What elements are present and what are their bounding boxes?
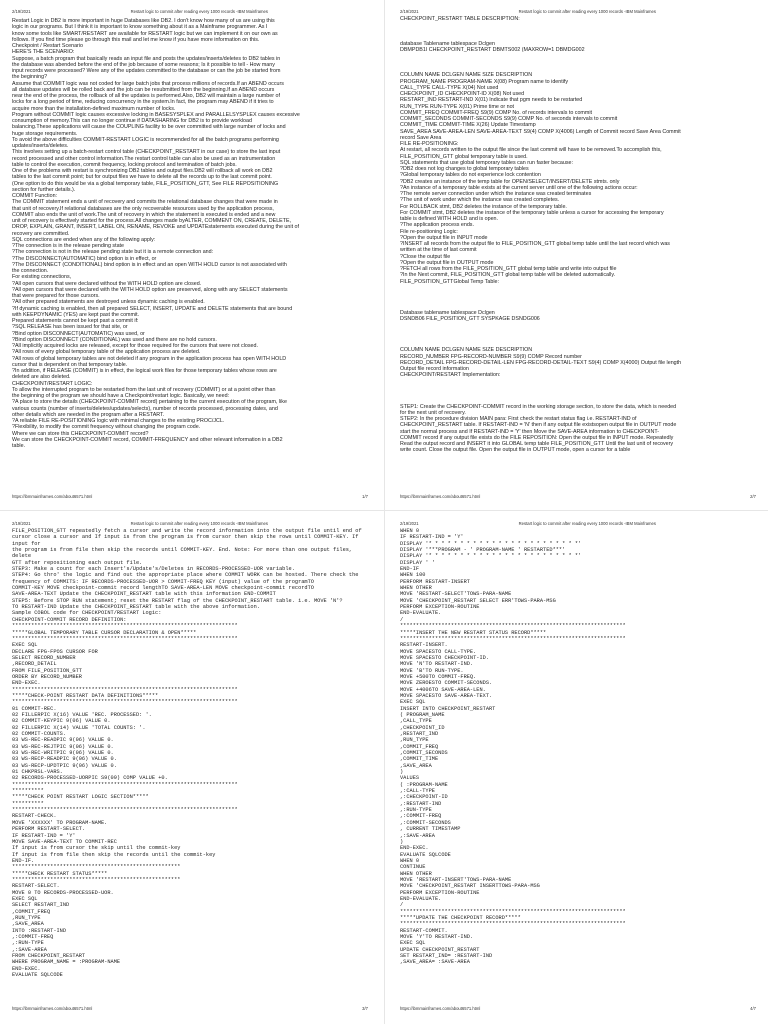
- header-title: Restart logic to commit after reading every 1000 records -IBM Mainframes: [518, 521, 656, 526]
- page-body: WHEN 0 IF RESTART-IND = 'Y' DISPLAY '* * * * * * * * * * * * * * * * * * * * * * * *' DISPLAY '***PROGRAM - ' PROGRAM-NAME ' RESTARTED***' DISPLAY '* * * * * * * * * * * * * * * * * * * * * * * *' DISPLAY ' ' END-IF WHEN 100 PERFORM RESTART-INSERT WHEN OTHER MOVE 'RESTART-SELECT'TOWS-PARA-NAME MOVE 'CHECKPOINT_RESTART SELECT ERR'TOWS-PARA-MSG PERFORM EXCEPTION-ROUTINE END-EVALUATE. / *********************************************************************** *****INSERT THE NEW RESTART STATUS RECORD***** *********************************************************************** RESTART-INSERT. MOVE SPACESTO CALL-TYPE. MOVE SPACESTO CHECKPOINT-ID. MOVE 'N'TO RESTART-IND. MOVE 'B'TO RUN-TYPE. MOVE +500TO COMMIT-FREQ. MOVE ZEROESTO COMMIT-SECONDS. MOVE +4006TO SAVE-AREA-LEN. MOVE SPACESTO SAVE-AREA-TEXT. EXEC SQL INSERT INTO CHECKPOINT_RESTART ( PROGRAM_NAME ,CALL_TYPE ,CHECKPOINT_ID ,RESTART_IND ,RUN_TYPE ,COMMIT_FREQ ,COMMIT_SECONDS ,COMMIT_TIME ,SAVE_AREA ) VALUES ( :PROGRAM-NAME ,:CALL-TYPE ,:CHECKPOINT-ID ,:RESTART-IND ,:RUN-TYPE ,:COMMIT-FREQ ,:COMMIT-SECONDS , CURRENT TIMESTAMP ,:SAVE-AREA ) END-EXEC. EVALUATE SQLCODE WHEN 0 CONTINUE WHEN OTHER MOVE 'RESTART-INSERT'TOWS-PARA-NAME MOVE 'CHECKPOINT_RESTART INSERTTOWS-PARA-MSG PERFORM EXCEPTION-ROUTINE END-EVALUATE. / *********************************************************************** *****UPDATE THE CHECKPOINT RECORD***** *********************************************************************** RESTART-COMMIT. MOVE 'Y'TO RESTART-IND. EXEC SQL UPDATE CHECKPOINT_RESTART SET RESTART_IND= :RESTART-IND ,SAVE_AREA= :SAVE-AREA: [400, 528, 626, 966]
- page-divider-vertical: [384, 0, 385, 1024]
- page-divider-horizontal: [0, 510, 768, 511]
- footer-url: https://ibmmainframes.com/about6571.html: [400, 494, 481, 499]
- header-date: 2/19/2021: [400, 521, 419, 526]
- header-title: Restart logic to commit after reading every 1000 records -IBM Mainframes: [130, 9, 268, 14]
- footer-url: https://ibmmainframes.com/about6571.html: [12, 494, 93, 499]
- page-footer: [12, 1005, 368, 1013]
- page-3: [2, 516, 378, 1016]
- header-title: Restart logic to commit after reading every 1000 records -IBM Mainframes: [518, 9, 656, 14]
- footer-url: https://ibmmainframes.com/about6571.html: [12, 1006, 93, 1011]
- footer-page-number: 1/7: [362, 494, 368, 499]
- page-body: FILE_POSITION_GTT repeatedly fetch a cursor and write the record information into the output file until end of cursor close a cursor and If input is from the program is from cursor then skip the rows until COMMIT-KEY. If input for the program is from file then skip the records until COMMIT-KEY. End. Note: For more than one output files, delete GTT after repositioning each output file. STEP3: Make a count for each Insert's/Update's/Deletes in RECORDS-PROCESSED-UOR variable. STEP4: Go thro' the logic and find out the appropriate place where COMMIT WORK can be hosted. There check the frequency of COMMITS: IF RECORDS-PROCESSED-UOR > COMMIT-FREQ KEY (input) value of the programTO COMMIT-KEY MOVE checkpoint-commit record lengthTO SAVE-AREA-LEN MOVE checkpoint-commit recordTO SAVE-AREA-TEXT Update the CHECKPOINT_RESTART table with this information END-COMMIT STEP5: Before STOP RUN statement; reset the RESTART flag of the CHECKPOINT_RESTART table. i.e. MOVE 'N'? TO RESTART-IND Update the CHECKPOINT_RESTART table with the above information. Sample COBOL code for CHECKPOINT/RESTART Logic: CHECKPOINT-COMMIT RECORD DEFINITION: *********************************************************************** *****GLOBAL TEMPORARY TABLE CURSOR DECLARATION & OPEN***** *********************************************************************** EXEC SQL DECLARE FPG-FPOS CURSOR FOR SELECT RECORD_NUMBER ,RECORD_DETAIL FROM FILE_POSITION_GTT ORDER BY RECORD_NUMBER END-EXEC. *********************************************************************** *****CHECK-POINT RESTART DATA DEFINITIONS***** *********************************************************************** 01 COMMIT-REC. 02 FILLERPIC X(16) VALUE 'REC. PROCESSED: '. 02 COMMIT-KEYPIC 9(06) VALUE 0. 02 FILLERPIC X(14) VALUE 'TOTAL COUNTS: '. 02 COMMIT-COUNTS. 03 WS-REC-READPIC 9(06) VALUE 0. 03 WS-REC-REJTPIC 9(06) VALUE 0. 03 WS-REC-WRITPIC 9(06) VALUE 0. 03 WS-RECP-READPIC 9(06) VALUE 0. 03 WS-RECP-UPDTPIC 9(06) VALUE 0. 01 CHKPRSL-VARS. 02 RECORDS-PROCESSED-UORPIC S9(09) COMP VALUE +0. *********************************************************************** ********** *****CHECK POINT RESTART LOGIC SECTION***** ********** *********************************************************************** RESTART-CHECK. MOVE 'XXXXXX' TO PROGRAM-NAME. PERFORM RESTART-SELECT. IF RESTART-IND = 'Y' MOVE SAVE-AREA-TEXT TO COMMIT-REC If input is from cursor the skip until the commit-key If input is from file then skip the records until the commit-key END-IF. ***************************************************** *****CHECK RESTART STATUS***** ***************************************************** RESTART-SELECT. MOVE 0 TO RECORDS-PROCESSED-UOR. EXEC SQL SELECT RESTART_IND ,COMMIT_FREQ ,RUN_TYPE ,SAVE_AREA INTO :RESTART-IND ,:COMMIT-FREQ ,:RUN-TYPE ,:SAVE-AREA FROM CHECKPOINT_RESTART WHERE PROGRAM_NAME = :PROGRAM-NAME END-EXEC. EVALUATE SQLCODE: [12, 528, 362, 979]
- page-footer: [400, 493, 756, 501]
- page-2: [390, 4, 766, 504]
- page-body: Restart Logic in DB2 is more important in huge Databases like DB2. I don't know how many of us are using this logic in our programs. But I think it is important to know something about it as a Mainframe programmer. As I know some tools like SMART/RESTART are available for RESTART logic but we can implement it on our own as follows. If you find time please go through this mail and let me know if you have more information on this. Checkpoint / Restart Scenario HERE'S THE SCENARIO: Suppose, a batch program that basically reads an input file and posts the updates/inserts/deletes to DB2 tables in the database was abended before the end of the job because of some reasons; Is it possible to tell - How many input records were processed? Were any of the updates committed to the database or can the job be started from the beginning? Assume that COMMIT logic was not coded for large batch jobs that process millions of records.If an ABEND occurs all database updates will be rolled back and the job can be resubmitted from the beginning.If an ABEND occurs near the end of the process, the rollback of all the updates is performed.Also, DB2 will maintain a large number of locks for a long period of time, reducing concurrency in the system.In fact, the program may ABEND if it tries to acquire more than the installation-defined maximum number of locks. Program without COMMIT logic causes excessive locking in BASESYSPLEX and PARALLELSYSPLEX causes excessive consumption of memory.This can no longer continue if DATASHARING for DB2 is to provide workload balancing.These applications will cause the COUPLING facility to be over committed with large number of locks and huge storage requirements. To avoid the above difficulties COMMIT-RESTART LOGIC is recommended for all the batch programs performing updates/inserts/deletes. This involves setting up a batch-restart control table (CHECKPOINT_RESTART in our case) to store the last input record processed and other control information.The restart control table can also be used as an instrumentation table to control the execution, commit frequency, locking protocol and termination of batch jobs. One of the problems with restart is synchronizing DB2 tables and output files.DB2 will rollback all work on DB2 tables to the last commit point; but for output files we have to delete all the records up to the last commit point. (One option to do this would be via a global temporary table, FILE_POSITION_GTT, See FILE REPOSITIONING section for further details.). COMMIT Function: The COMMIT statement ends a unit of recovery and commits the relational database changes that were made in that unit of recovery.If relational databases are the only recoverable resources used by the application process, COMMIT also ends the unit of work.The unit of recovery in which the statement is executed is ended and a new unit of recovery is effectively started for the process.All changes made byALTER, COMMENT ON, CREATE, DELETE, DROP, EXPLAIN, GRANT, INSERT, LABEL ON, RENAME, REVOKE and UPDATEstatements executed during the unit of recovery are committed. SQL connections are ended when any of the following apply: ?The connection is in the release pending state ?The connection is not in the release pending state but it is a remote connection and: ?The DISCONNECT(AUTOMATIC) bind option is in effect, or ?The DISCONNECT (CONDITIONAL) bind option is in effect and an open WITH HOLD cursor is not associated with the connection. For existing connections, ?All open cursors that were declared without the WITH HOLD option are closed. ?All open cursors that were declared with the WITH HOLD option are preserved, along with any SELECT statements that were prepared for those cursors. ?All other prepared statements are destroyed unless dynamic caching is enabled. ?If dynamic caching is enabled, then all prepared SELECT, INSERT, UPDATE and DELETE statements that are bound with KEEPDYNAMIC (YES) are kept past the commit. Prepared statements cannot be kept past a commit if: ?SQL RELEASE has been issued for that site, or ?Bind option DISCONNECT(AUTOMATIC) was used, or ?Bind option DISCONNECT (CONDITIONAL) was used and there are no hold cursors. ?All implicitly acquired locks are released, except for those required for the cursors that were not closed. ?All rows of every global temporary table of the application process are deleted. ?All rows of global temporary tables are not deleted if any program in the application process has open WITH HOLD cursor that is dependent on that temporary table. ?In addition, if RELEASE (COMMIT) is in effect, the logical work files for those temporary tables whose rows are deleted are also deleted. CHECKPOINT/RESTART LOGIC: To allow the interrupted program to be restarted from the last unit of recovery (COMMIT) or at a point other than the beginning of the program we should have a Checkpoint/restart logic. Basically, we need: ?A place to store the details (CHECKPOINT-COMMIT record) pertaining to the current execution of the program, like various counts (number of inserts/deletes/updates/selects), number of records processed, processing dates, and other details which are needed in the program after a RESTART. ?A reliable FILE RE-POSITIONING logic with minimal changes to the existing PROC/JCL. ?Flexibility, to modify the commit frequency without changing the program code. Where we can store this CHECKPOINT-COMMIT record? We can store the CHECKPOINT-COMMIT record, COMMIT-FREQUENCY and other relevant information in a DB2 table.: [12, 18, 300, 449]
- footer-page-number: 2/7: [750, 494, 756, 499]
- page-body: CHECKPOINT_RESTART TABLE DESCRIPTION: database Tablename tablespace Dclgen DBMPDB1I CHECKPOINT_RESTART DBMTS002 (MAXROW=1 DBMDG002 COLUMN NAME DCLGEN NAME SIZE DESCRIPTION PROGRAM_NAME PROGRAM-NAME X(08) Program name to identify CALL_TYPE CALL-TYPE X(04) Not used CHECKPOINT_ID CHECKPOINT-ID X(08) Not used RESTART_IND RESTART-IND X(01) Indicate that pgm needs to be restarted RUN_TYPE RUN-TYPE X(01) Prime time or not COMMIT_FREQ COMMIT-FREQ S9(9) COMP No. of records intervals to commit COMMIT_SECONDS COMMIT-SECONDS S9(9) COMP No. of seconds intervals to commit COMMIT_TIME COMMIT-TIME X(26) Update Timestamp SAVE_AREA SAVE-AREA-LEN SAVE-AREA-TEXT S9(4) COMP X(4006) Length of Commit record Save Area Commit record Save Area FILE RE-POSITIONING: At restart, all records written to the output file since the last commit will have to be removed.To accomplish this, FILE_POSITION_GTT global temporary table is used. SQL statements that use global temporary tables can run faster because: ?DB2 does not log changes to global temporary tables ?Global temporary tables do not experience lock contention ?DB2 creates an instance of the temp table for OPEN/SELECT/INSERT/DELETE stmts. only ?An instance of a temporary table exists at the current server until one of the following actions occur: ?The remote server connection under which the instance was created terminates ?The unit of work under which the instance was created completes. For ROLLBACK stmt, DB2 deletes the instance of the temporary table. For COMMIT stmt, DB2 deletes the instance of the temporary table unless a cursor for accessing the temporary table is defined WITH HOLD and is open. ?The application process ends. File re-positioning Logic: ?Open the output file in INPUT mode ?INSERT all records from the output file to FILE_POSITION_GTT global temp table until the last record which was written at the time of last commit ?Close the output file ?Open the output file in OUTPUT mode ?FETCH all rows from the FILE_POSITION_GTT global temp table and write into output file ?In the Next commit, FILE_POSITION_GTT global temp table will be deleted automatically. FILE_POSITION_GTTGlobal Temp Table: Database tablename tablespace Dclgen DSNDB06 FILE_POSITION_GTT SYSPKAGE DSNDG006 COLUMN NAME DCLGEN NAME SIZE DESCRIPTION RECORD_NUMBER FPG-RECORD-NUMBER S9(9) COMP Record number RECORD_DETAIL FPG-RECORD-DETAIL-LEN FPG-RECORD-DETAIL-TEXT S9(4) COMP X(4000) Output file length Output file record information CHECKPOINT/RESTART Implementation: STEP1: Create the CHECKPOINT-COMMIT record in the working storage section, to store the data, which is needed for the next unit of recovery. STEP2: In the procedure division MAIN para: First check the restart status flag i.e. RESTART-IND of CHECKPOINT_RESTART table. If RESTART-IND = 'N' then if any output file existsopen output file in OUTPUT mode start the normal process and If RESTART-IND = 'Y' then Move the SAVE-AREA information to CHECKPOINT- COMMIT record if any output file exists do the FILE REPOSITION: Open the output file in INPUT mode. Repeatedly Read the output record and INSERT it into GLOBAL temp table FILE_POSITION_GTT Until the last unit of recovery write count. Close the output file. Open the output file in OUTPUT mode, open a cursor for a table: [400, 16, 682, 454]
- header-title: Restart logic to commit after reading every 1000 records -IBM Mainframes: [130, 521, 268, 526]
- header-date: 2/19/2021: [400, 9, 419, 14]
- page-header: [12, 8, 368, 16]
- header-date: 2/19/2021: [12, 9, 31, 14]
- page-header: [400, 520, 756, 528]
- page-4: [390, 516, 766, 1016]
- footer-page-number: 3/7: [362, 1006, 368, 1011]
- page-header: [12, 520, 368, 528]
- footer-url: https://ibmmainframes.com/about6571.html: [400, 1006, 481, 1011]
- page-header: [400, 8, 756, 16]
- page-footer: [12, 493, 368, 501]
- page-1: [2, 4, 378, 504]
- footer-page-number: 4/7: [750, 1006, 756, 1011]
- header-date: 2/19/2021: [12, 521, 31, 526]
- page-footer: [400, 1005, 756, 1013]
